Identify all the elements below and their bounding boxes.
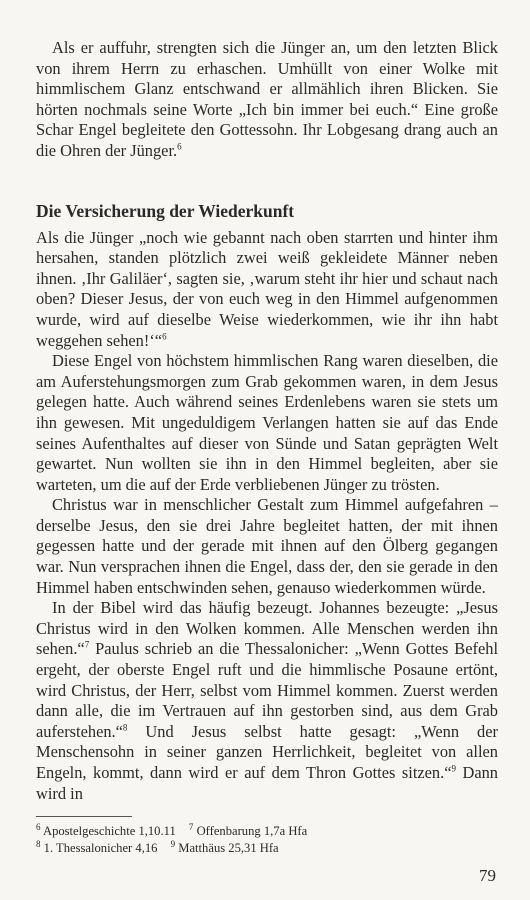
paragraph-text: Und Jesus selbst hatte gesagt: „Wenn der Menschensohn in seiner ganzen Herrlichkeit, begleitet von allen Engeln, kommt, dann wird er auf dem Thron Gottes sitzen.“ xyxy=(36,721,498,782)
paragraph-text: In der Bibel wird das häufig bezeugt. Johannes bezeugte: „Jesus Christus wird in den Wolken kommen. Alle Menschen werden ihn sehen.“ xyxy=(36,598,498,659)
paragraph-text: Christus war in menschlicher Gestalt zum Himmel aufgefahren – derselbe Jesus, den sie drei Jahre begleitet hatten, der mit ihnen gegessen hatte und der gerade mit ihnen auf den Ölberg gegangen war. Nun versprachen ihnen die Engel, dass der, den sie gerade in den Himmel haben entschwinden sehen, genauso wiederkommen würde. xyxy=(36,495,498,597)
page-number: 79 xyxy=(479,866,496,885)
page-content xyxy=(36,38,498,857)
footnote-text: 1. Thessalonicher 4,16 xyxy=(43,841,158,856)
body-paragraph xyxy=(36,351,498,495)
footnote-text: Apostelgeschichte 1,10.11 xyxy=(42,824,176,839)
paragraph-text: Paulus schrieb an die Thessalonicher: „Wenn Gottes Befehl ergeht, der oberste Engel ruft und die himmlische Posaune ertönt, wird Christus, der Herr, selbst vom Himmel kommen. Zuerst werden dann alle, die im Vertrauen auf ihn gestorben sind, aus dem Grab auferstehen.“ xyxy=(36,639,498,741)
footnote xyxy=(36,841,157,855)
paragraph-text: Als die Jünger „noch wie gebannt nach oben starrten und hinter ihm hersahen, standen plötzlich zwei weiß gekleidete Männer neben ihnen. ‚Ihr Galiläer‘, sagten sie, ‚warum steht ihr hier und schaut nach oben? Dieser Jesus, der von euch weg in den Himmel aufgenommen wurde, wird auf dieselbe Weise wiederkommen, wie ihr ihn habt weggehen sehen!‘“ xyxy=(36,227,498,350)
body-paragraph xyxy=(36,495,498,598)
section-heading: Die Versicherung der Wiederkunft xyxy=(36,200,295,221)
intro-paragraph xyxy=(36,38,498,162)
footnote-ref[interactable]: 6 xyxy=(162,331,167,342)
footnote-line xyxy=(36,840,498,857)
footnote-number: 8 xyxy=(36,839,41,849)
footnote-text: Matthäus 25,31 Hfa xyxy=(178,841,279,856)
footnote-number: 9 xyxy=(170,839,176,849)
footnote-number: 6 xyxy=(36,822,41,832)
body-paragraph xyxy=(36,228,498,352)
footnote xyxy=(171,841,279,855)
body-paragraph xyxy=(36,598,498,804)
footnote xyxy=(36,824,176,838)
paragraph-text: Diese Engel von höchstem himmlischen Rang waren dieselben, die am Auferstehungsmorgen zum Grab gekommen waren, in dem Jesus gelegen hatte. Auch während seines Erdenlebens waren sie stets um ihn gewesen. Mit ungeduldigem Verlangen hatten sie auf das Ende seines Aufenthaltes auf dieser von Sünde und Satan geprägten Welt gewartet. Nun wollten sie ihn in den Himmel begleiten, aber sie warteten, um die auf der Erde verbliebenen Jünger zu trösten. xyxy=(36,351,498,494)
footnote-line xyxy=(36,823,498,840)
intro-paragraph-text: Als er auffuhr, strengten sich die Jünger an, um den letzten Blick von ihrem Herrn zu erhaschen. Umhüllt von einer Wolke mit himmlischem Glanz entschwand er allmählich ihren Blicken. Sie hörten nochmals seine Worte „Ich bin immer bei euch.“ Eine große Schar Engel begleitete den Gottessohn. Ihr Lobgesang drang auch an die Ohren der Jünger. xyxy=(36,38,498,160)
footnote-ref[interactable]: 9 xyxy=(451,763,456,774)
footnote-ref[interactable]: 8 xyxy=(122,722,128,733)
footnote xyxy=(189,824,307,838)
footnote-number: 7 xyxy=(188,822,194,832)
paragraph-text: Dann wird in xyxy=(36,763,499,803)
footnote-ref[interactable]: 7 xyxy=(84,639,90,650)
footnote-text: Offenbarung 1,7a Hfa xyxy=(196,824,308,839)
footnote-ref[interactable]: 6 xyxy=(177,141,182,152)
footnote-divider xyxy=(36,816,132,817)
